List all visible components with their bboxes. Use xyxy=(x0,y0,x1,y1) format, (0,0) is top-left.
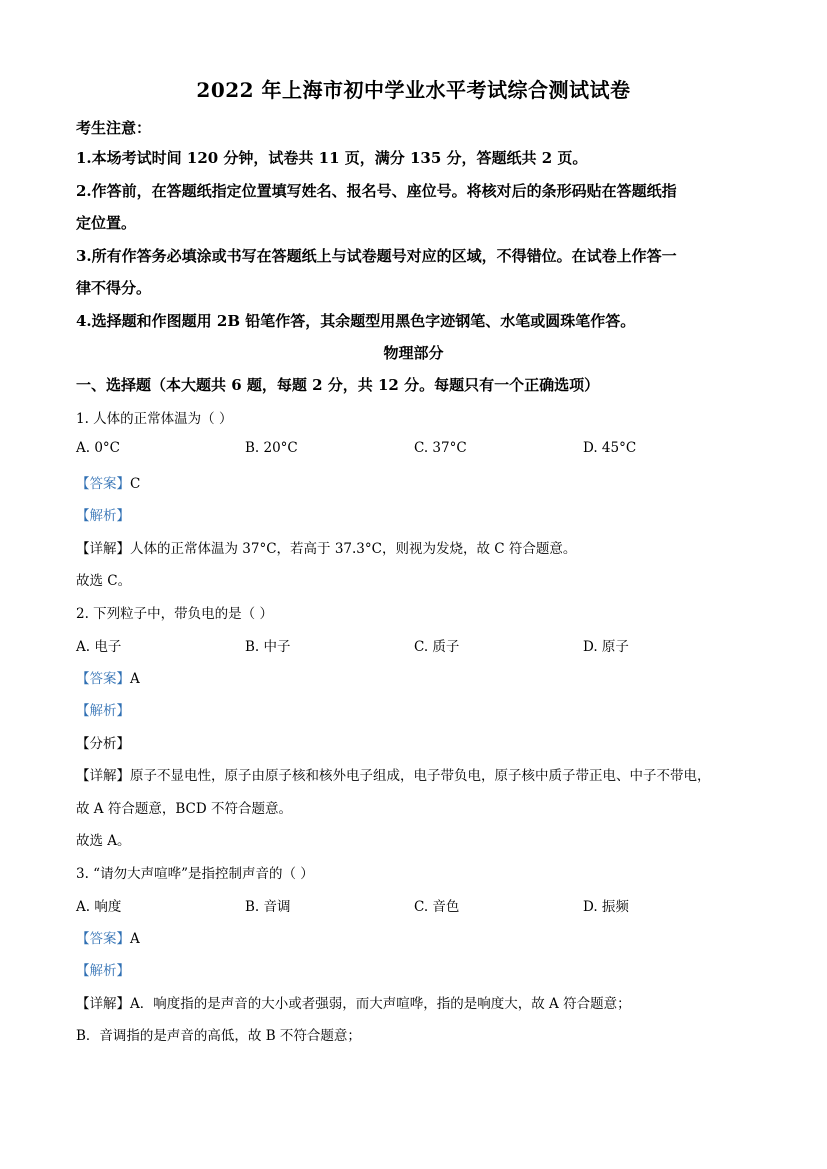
q3-detail-text: A．响度指的是声音的大小或者强弱，而大声喧哗，指的是响度大，故 A 符合题意； xyxy=(130,996,631,1012)
q1-answer xyxy=(76,472,140,492)
notice-item-4: 4.选择题和作图题用 2B 铅笔作答，其余题型用黑色字迹钢笔、水笔或圆珠笔作答。 xyxy=(76,312,636,330)
analysis-tag: 【解析】 xyxy=(76,963,130,979)
detail-tag: 【详解】 xyxy=(76,541,130,557)
q3-option-b: B. 音调 xyxy=(245,899,291,915)
q1-detail-text: 人体的正常体温为 37°C，若高于 37.3°C，则视为发烧，故 C 符合题意。 xyxy=(130,541,577,557)
q2-fenxi: 【分析】 xyxy=(76,736,130,752)
q2-option-c: C. 质子 xyxy=(414,639,460,655)
analysis-tag: 【解析】 xyxy=(76,703,130,719)
q2-conclusion: 故选 A。 xyxy=(76,833,131,849)
answer-tag: 【答案】 xyxy=(76,931,130,947)
notice-item-2-cont: 定位置。 xyxy=(76,214,137,232)
q1-option-c: C. 37°C xyxy=(414,440,467,456)
notice-item-2: 2.作答前，在答题纸指定位置填写姓名、报名号、座位号。将核对后的条形码贴在答题纸指 xyxy=(76,182,677,200)
q1-analysis xyxy=(76,504,130,524)
q2-analysis xyxy=(76,699,130,719)
q3-option-c: C. 音色 xyxy=(414,899,460,915)
q1-option-d: D. 45°C xyxy=(583,440,637,456)
notice-item-3-cont: 律不得分。 xyxy=(76,279,152,297)
q1-answer-value: C xyxy=(130,476,141,492)
q2-detail-cont: 故 A 符合题意，BCD 不符合题意。 xyxy=(76,801,292,817)
q3-option-d: D. 振频 xyxy=(583,899,629,915)
q2-option-d: D. 原子 xyxy=(583,639,629,655)
detail-tag: 【详解】 xyxy=(76,768,130,784)
notice-heading: 考生注意： xyxy=(76,119,152,137)
q2-option-a: A. 电子 xyxy=(76,639,122,655)
section-heading: 一、选择题（本大题共 6 题，每题 2 分，共 12 分。每题只有一个正确选项） xyxy=(76,376,600,394)
q3-detail-cont: B．音调指的是声音的高低，故 B 不符合题意； xyxy=(76,1028,361,1044)
section-name: 物理部分 xyxy=(383,344,444,362)
detail-tag: 【详解】 xyxy=(76,996,130,1012)
notice-item-3: 3.所有作答务必填涂或书写在答题纸上与试卷题号对应的区域，不得错位。在试卷上作答一 xyxy=(76,247,677,265)
exam-title: 2022 年上海市初中学业水平考试综合测试试卷 xyxy=(196,78,631,102)
q1-stem: 1. 人体的正常体温为（ ） xyxy=(76,411,233,427)
q3-answer xyxy=(76,927,140,947)
q1-detail xyxy=(76,537,576,557)
answer-tag: 【答案】 xyxy=(76,476,130,492)
q2-detail-text: 原子不显电性，原子由原子核和核外电子组成，电子带负电，原子核中质子带正电、中子不带电， xyxy=(130,768,711,784)
q2-detail xyxy=(76,764,711,784)
q1-option-a: A. 0°C xyxy=(76,440,121,456)
q2-answer xyxy=(76,667,140,687)
q2-option-b: B. 中子 xyxy=(245,639,291,655)
q2-answer-value: A xyxy=(130,671,140,687)
analysis-tag: 【解析】 xyxy=(76,508,130,524)
q1-option-b: B. 20°C xyxy=(245,440,298,456)
q3-detail xyxy=(76,992,631,1012)
q3-option-a: A. 响度 xyxy=(76,899,122,915)
answer-tag: 【答案】 xyxy=(76,671,130,687)
q3-answer-value: A xyxy=(130,931,140,947)
notice-item-1: 1.本场考试时间 120 分钟，试卷共 11 页，满分 135 分，答题纸共 2 页。 xyxy=(76,149,588,167)
q3-analysis xyxy=(76,959,130,979)
q3-stem: 3. “请勿大声喧哗”是指控制声音的（ ） xyxy=(76,866,314,882)
q2-stem: 2. 下列粒子中，带负电的是（ ） xyxy=(76,606,273,622)
q1-conclusion: 故选 C。 xyxy=(76,573,132,589)
